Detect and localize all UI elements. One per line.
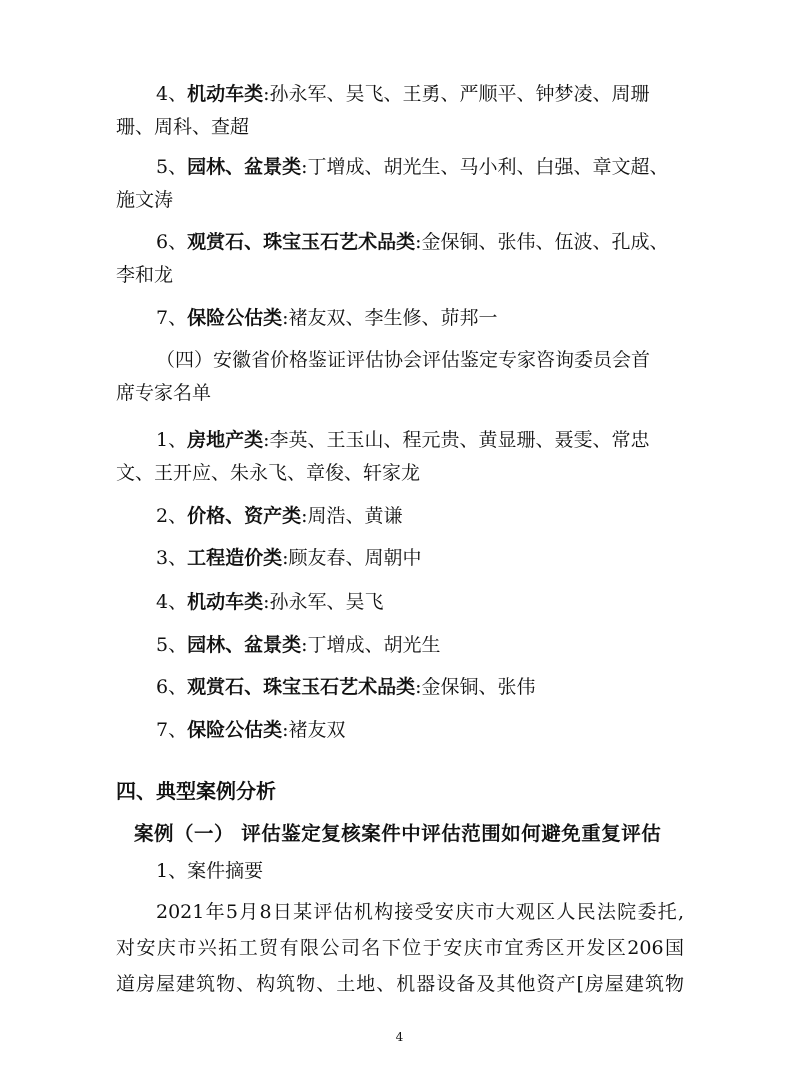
item-names: :褚友双、李生修、茆邦一: [282, 307, 498, 329]
section-title-line1: （四）安徽省价格鉴证评估协会评估鉴定专家咨询委员会首: [156, 349, 651, 371]
list2-item-5: [156, 632, 441, 658]
list1-item-4: [156, 81, 650, 107]
list2-item-1-cont: 文、王开应、朱永飞、章俊、轩家龙: [116, 462, 421, 484]
item-number: 2、: [156, 505, 188, 527]
list1-item-5: [156, 154, 669, 180]
chapter-heading: 四、典型案例分析: [116, 779, 276, 803]
item-label: 园林、盆景类: [187, 634, 302, 656]
list2-item-3: [156, 545, 422, 571]
item-label: 房地产类: [187, 429, 264, 451]
item-label: 观赏石、珠宝玉石艺术品类: [187, 676, 416, 698]
item-names: :李英、王玉山、程元贵、黄显珊、聂雯、常忠: [263, 429, 650, 451]
list2-item-1: [156, 427, 650, 453]
item-names: :孙永军、吴飞、王勇、严顺平、钟梦凌、周珊: [263, 83, 650, 105]
item-number: 7、: [156, 719, 188, 741]
item-number: 6、: [156, 676, 188, 698]
item-number: 4、: [156, 83, 188, 105]
item-label: 工程造价类: [187, 547, 283, 569]
item-names: :丁增成、胡光生: [301, 634, 441, 656]
item-names: :金保铜、张伟、伍波、孔成、: [415, 231, 669, 253]
item-names: :金保铜、张伟: [415, 676, 536, 698]
item-label: 价格、资产类: [187, 505, 302, 527]
item-label: 园林、盆景类: [187, 156, 302, 178]
list1-item-6-cont: 李和龙: [116, 264, 174, 286]
item-names: :褚友双: [282, 719, 346, 741]
list2-item-7: [156, 717, 346, 743]
item-names: :孙永军、吴飞: [263, 591, 384, 613]
paragraph-line: 对安庆市兴拓工贸有限公司名下位于安庆市宜秀区开发区206国: [116, 937, 684, 959]
list2-item-2: [156, 503, 403, 529]
list1-item-6: [156, 229, 669, 255]
item-number: 7、: [156, 307, 188, 329]
item-label: 保险公估类: [187, 307, 283, 329]
paragraph-line: 道房屋建筑物、构筑物、土地、机器设备及其他资产[房屋建筑物: [116, 973, 684, 995]
item-names: :丁增成、胡光生、马小利、白强、章文超、: [301, 156, 669, 178]
item-names: :周浩、黄谦: [301, 505, 403, 527]
item-names: :顾友春、周朝中: [282, 547, 422, 569]
item-label: 观赏石、珠宝玉石艺术品类: [187, 231, 416, 253]
list1-item-7: [156, 305, 498, 331]
item-label: 机动车类: [187, 83, 264, 105]
page-number: 4: [395, 1030, 404, 1044]
list2-item-4: [156, 589, 384, 615]
section-title-line2: 席专家名单: [116, 382, 212, 404]
list1-item-5-cont: 施文涛: [116, 189, 174, 211]
case-title: 案例（一） 评估鉴定复核案件中评估范围如何避免重复评估: [134, 822, 662, 845]
item-number: 4、: [156, 591, 188, 613]
item-label: 保险公估类: [187, 719, 283, 741]
paragraph-line: 2021年5月8日某评估机构接受安庆市大观区人民法院委托,: [156, 901, 684, 923]
item-number: 1、: [156, 429, 188, 451]
list1-item-4-cont: 珊、周科、查超: [116, 116, 250, 138]
item-number: 3、: [156, 547, 188, 569]
item-number: 5、: [156, 156, 188, 178]
list2-item-6: [156, 674, 536, 700]
item-label: 机动车类: [187, 591, 264, 613]
item-number: 6、: [156, 231, 188, 253]
case-subheading: 1、案件摘要: [156, 860, 264, 882]
item-number: 5、: [156, 634, 188, 656]
